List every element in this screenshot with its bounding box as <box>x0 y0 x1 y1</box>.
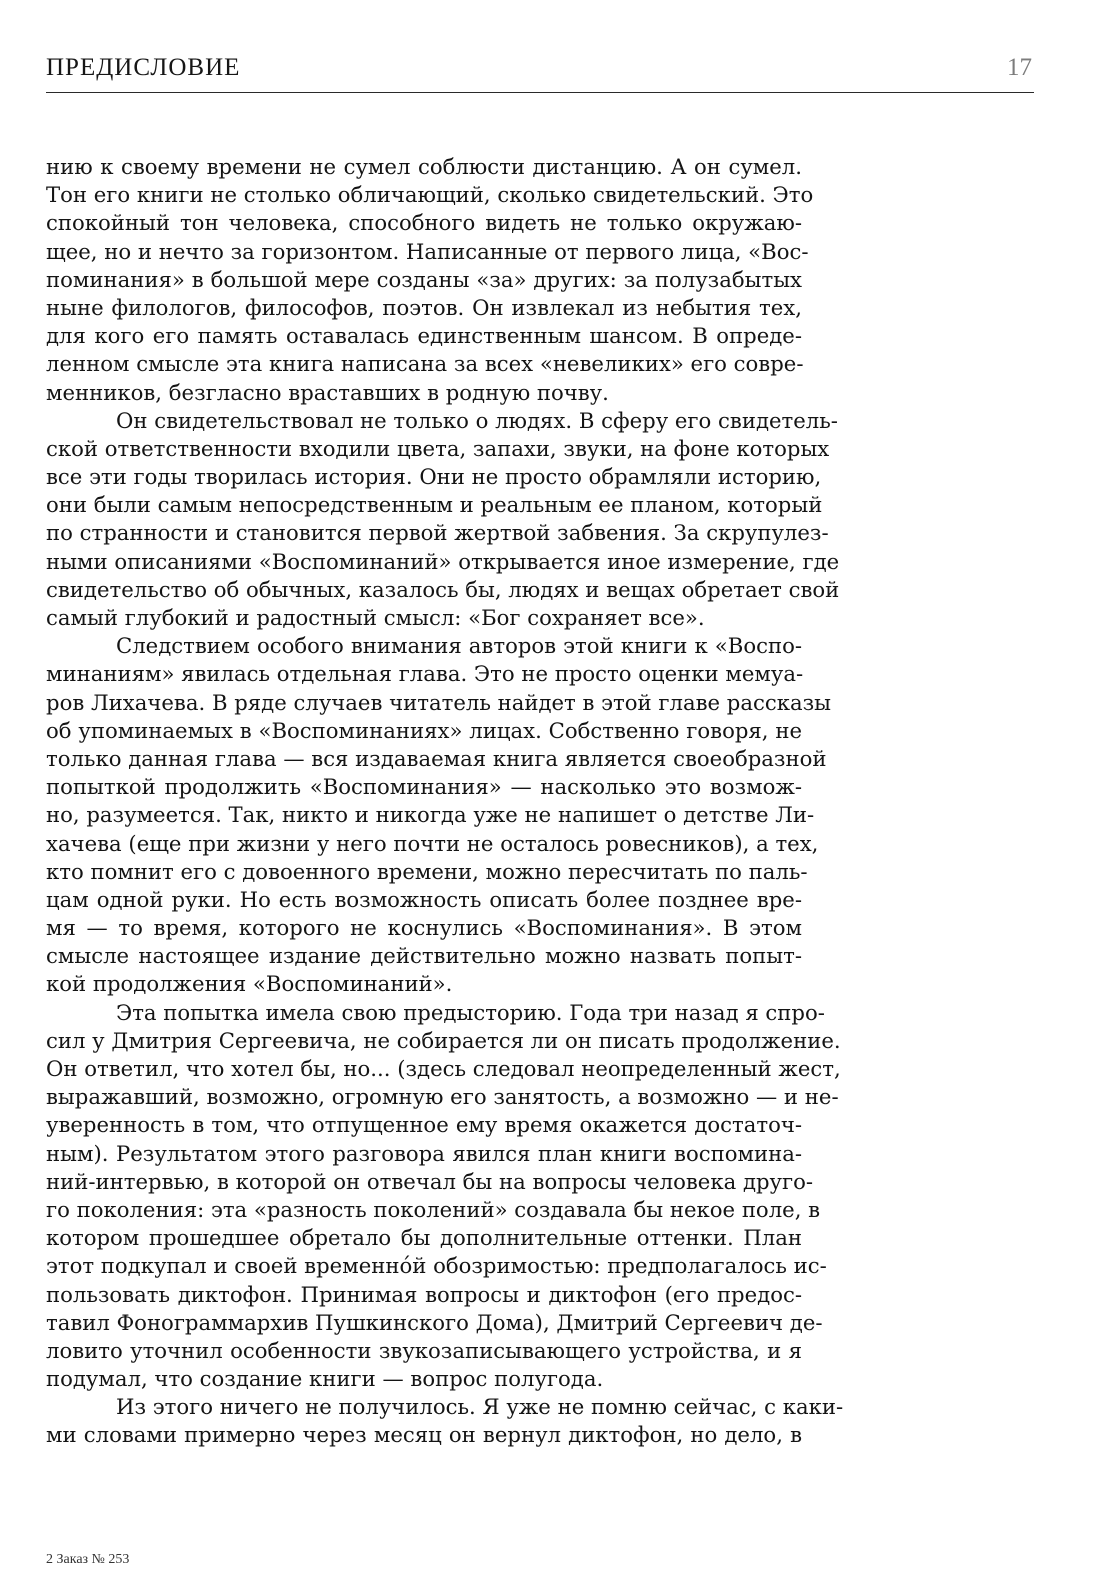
text-line: свидетельство об обычных, казалось бы, людях и вещах обретает свой <box>46 576 840 602</box>
text-line: этот подкупал и своей временно́й обозримостью: предполагалось ис- <box>46 1253 827 1279</box>
text-line: пользовать диктофон. Принимая вопросы и диктофон (его предос- <box>46 1281 802 1307</box>
text-line: ными описаниями «Воспоминаний» открывается иное измерение, где <box>46 548 840 574</box>
text-line: кой продолжения «Воспоминаний». <box>46 971 453 997</box>
text-line: ми словами примерно через месяц он вернул диктофон, но дело, в <box>46 1422 802 1448</box>
text-line: все эти годы творилась история. Они не просто обрамляли историю, <box>46 464 822 490</box>
paragraph <box>46 153 814 407</box>
paragraph <box>46 1393 844 1449</box>
text-line: только данная глава — вся издаваемая книга является своеобразной <box>46 745 827 771</box>
text-line: ров Лихачева. В ряде случаев читатель найдет в этой главе рассказы <box>46 689 831 715</box>
text-line: смысле настоящее издание действительно можно назвать попыт- <box>46 943 802 969</box>
text-line: щее, но и нечто за горизонтом. Написанные от первого лица, «Вос- <box>46 238 809 264</box>
text-line: Он ответил, что хотел бы, но... (здесь следовал неопределенный жест, <box>46 1056 841 1081</box>
text-line: котором прошедшее обретало бы дополнительные оттенки. План <box>46 1225 802 1251</box>
page-header <box>46 50 1034 94</box>
text-line: подумал, что создание книги — вопрос полугода. <box>46 1366 604 1392</box>
text-line: Он свидетельствовал не только о людях. В сферу его свидетель- <box>116 407 838 433</box>
text-line: поминания» в большой мере созданы «за» других: за полузабытых <box>46 266 802 292</box>
text-line: цам одной руки. Но есть возможность описать более позднее вре- <box>46 886 802 912</box>
text-line: по странности и становится первой жертвой забвения. За скрупулез- <box>46 520 829 546</box>
text-line: ленном смысле эта книга написана за всех «невеликих» его совре- <box>46 351 804 377</box>
text-line: мя — то время, которого не коснулись «Воспоминания». В этом <box>46 915 802 941</box>
running-head: ПРЕДИСЛОВИЕ <box>46 54 241 81</box>
text-line: Эта попытка имела свою предысторию. Года три назад я спро- <box>116 999 825 1025</box>
text-line: для кого его память оставалась единственным шансом. В опреде- <box>46 323 802 349</box>
text-line: об упоминаемых в «Воспоминаниях» лицах. Собственно говоря, не <box>46 717 802 743</box>
text-line: хачева (еще при жизни у него почти не осталось ровесников), а тех, <box>46 830 819 856</box>
text-line: уверенность в том, что отпущенное ему время окажется достаточ- <box>46 1112 802 1138</box>
paragraph <box>46 407 840 633</box>
text-line: менников, безгласно враставших в родную почву. <box>46 379 609 405</box>
text-line: спокойный тон человека, способного видеть не только окружаю- <box>46 210 802 236</box>
text-line: ловито уточнил особенности звукозаписывающего устройства, и я <box>46 1337 802 1363</box>
text-line: выражавший, возможно, огромную его занятость, а возможно — и не- <box>46 1084 839 1110</box>
paragraph <box>46 632 831 998</box>
text-line: минаниям» явилась отдельная глава. Это не просто оценки мемуа- <box>46 661 804 687</box>
text-line: попыткой продолжить «Воспоминания» — насколько это возмож- <box>46 774 802 800</box>
text-line: кто помнит его с довоенного времени, можно пересчитать по паль- <box>46 858 808 884</box>
text-line: сил у Дмитрия Сергеевича, не собирается ли он писать продолжение. <box>46 1027 841 1053</box>
page-number: 17 <box>1007 54 1032 81</box>
text-line: ным). Результатом этого разговора явился план книги воспомина- <box>46 1140 802 1166</box>
paragraph <box>46 999 841 1394</box>
text-line: ской ответственности входили цвета, запахи, звуки, на фоне которых <box>46 435 830 461</box>
body-text <box>46 153 844 1450</box>
header-rule <box>46 92 1034 93</box>
text-line: нию к своему времени не сумел соблюсти дистанцию. А он сумел. <box>46 154 802 179</box>
text-line: ний-интервью, в которой он отвечал бы на вопросы человека друго- <box>46 1168 814 1194</box>
text-line: самый глубокий и радостный смысл: «Бог сохраняет все». <box>46 605 705 630</box>
text-line: го поколения: эта «разность поколений» создавала бы некое поле, в <box>46 1196 821 1222</box>
text-line: ныне филологов, философов, поэтов. Он извлекал из небытия тех, <box>46 294 802 320</box>
text-line: Из этого ничего не получилось. Я уже не помню сейчас, с каки- <box>116 1394 844 1420</box>
text-line: но, разумеется. Так, никто и никогда уже не напишет о детстве Ли- <box>46 802 815 828</box>
text-line: тавил Фонограммархив Пушкинского Дома), Дмитрий Сергеевич де- <box>46 1309 823 1335</box>
text-line: они были самым непосредственным и реальным ее планом, который <box>46 492 823 518</box>
text-line: Тон его книги не столько обличающий, сколько свидетельский. Это <box>46 182 814 208</box>
text-line: Следствием особого внимания авторов этой книги к «Воспо- <box>116 633 802 659</box>
printer-signature: 2 Заказ № 253 <box>46 1552 130 1567</box>
